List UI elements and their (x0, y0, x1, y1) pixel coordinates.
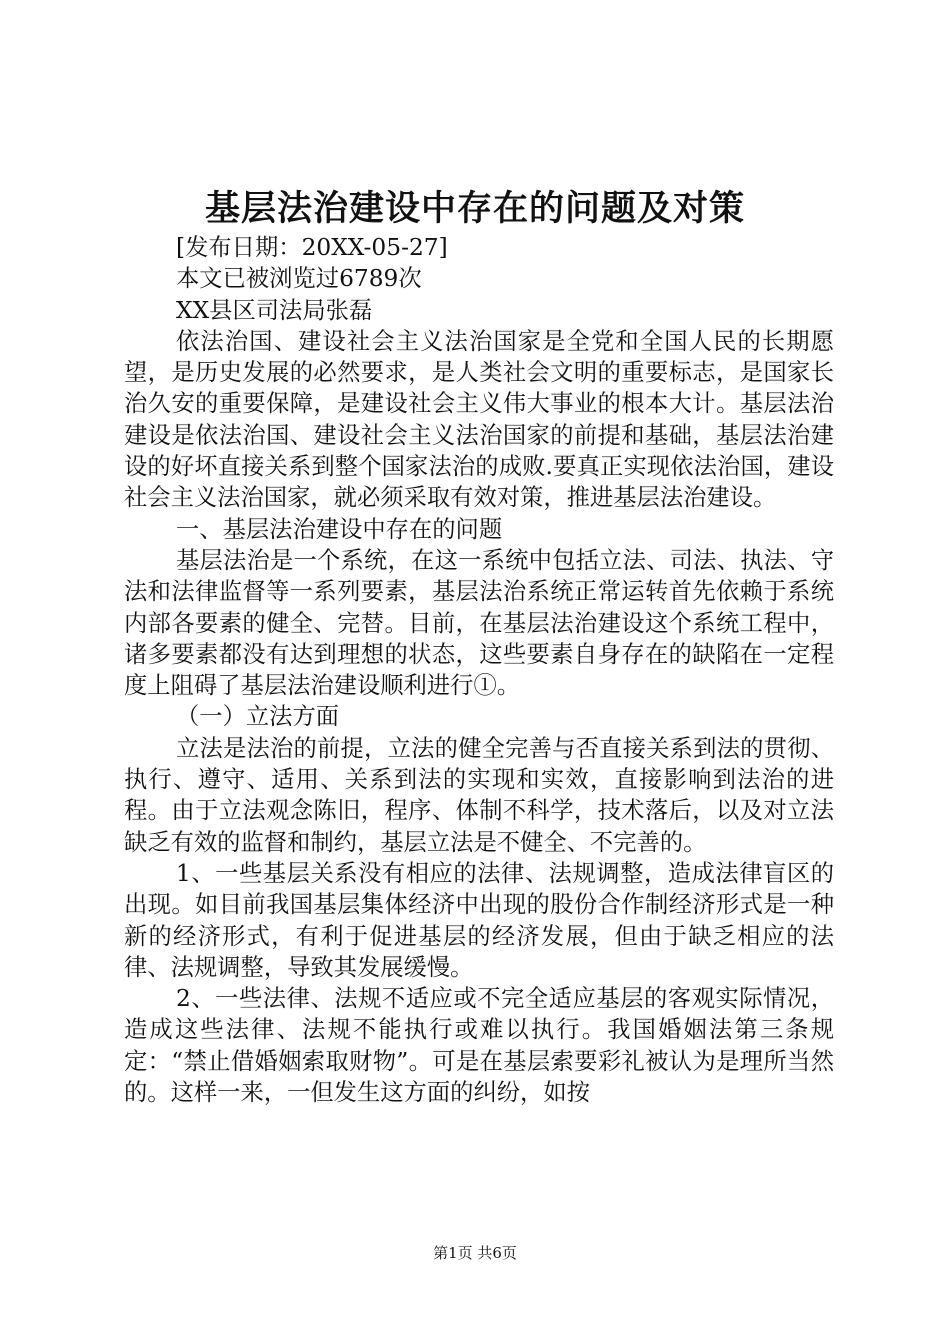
paragraph-point-2: 2、一些法律、法规不适应或不完全适应基层的客观实际情况，造成这些法律、法规不能执行或难以执行。我国婚姻法第三条规定：“禁止借婚姻索取财物”。可是在基层索要彩礼被认为是理所当然的。这样一来，一但发生这方面的纠纷，如按 (124, 985, 834, 1107)
paragraph-system: 基层法治是一个系统，在这一系统中包括立法、司法、执法、守法和法律监督等一系列要素，基层法治系统正常运转首先依赖于系统内部各要素的健全、完替。目前，在基层法治建设这个系统工程中，诸多要素都没有达到理想的状态，这些要素自身存在的缺陷在一定程度上阻碍了基层法治建设顺利进行①。 (124, 546, 834, 700)
paragraph-legislation: 立法是法治的前提，立法的健全完善与否直接关系到法的贯彻、执行、遵守、适用、关系到法的实现和实效，直接影响到法治的进程。由于立法观念陈旧，程序、体制不科学，技术落后，以及对立法缺乏有效的监督和制约，基层立法是不健全、不完善的。 (124, 734, 834, 856)
document-body (124, 232, 834, 1108)
document-title: 基层法治建设中存在的问题及对策 (204, 188, 745, 229)
paragraph-intro: 依法治国、建设社会主义法治国家是全党和全国人民的长期愿望，是历史发展的必然要求，是人类社会文明的重要标志，是国家长治久安的重要保障，是建设社会主义伟大事业的根本大计。基层法治建设是依法治国、建设社会主义法治国家的前提和基础，基层法治建设的好坏直接关系到整个国家法治的成败.要真正实现依法治国，建设社会主义法治国家，就必须采取有效对策，推进基层法治建设。 (124, 327, 834, 512)
paragraph-point-1: 1、一些基层关系没有相应的法律、法规调整，造成法律盲区的出现。如目前我国基层集体经济中出现的股份合作制经济形式是一种新的经济形式，有利于促进基层的经济发展，但由于缺乏相应的法律、法规调整，导致其发展缓慢。 (124, 859, 834, 981)
author-line: XX县区司法局张磊 (176, 296, 373, 324)
subsection-heading-legislation: （一）立法方面 (176, 703, 340, 731)
page-footer: 第1页 共6页 (433, 1244, 517, 1262)
section-heading-problems: 一、基层法治建设中存在的问题 (176, 515, 503, 543)
publish-date: [发布日期：20XX-05-27] (176, 234, 448, 261)
view-count: 本文已被浏览过6789次 (176, 265, 422, 293)
